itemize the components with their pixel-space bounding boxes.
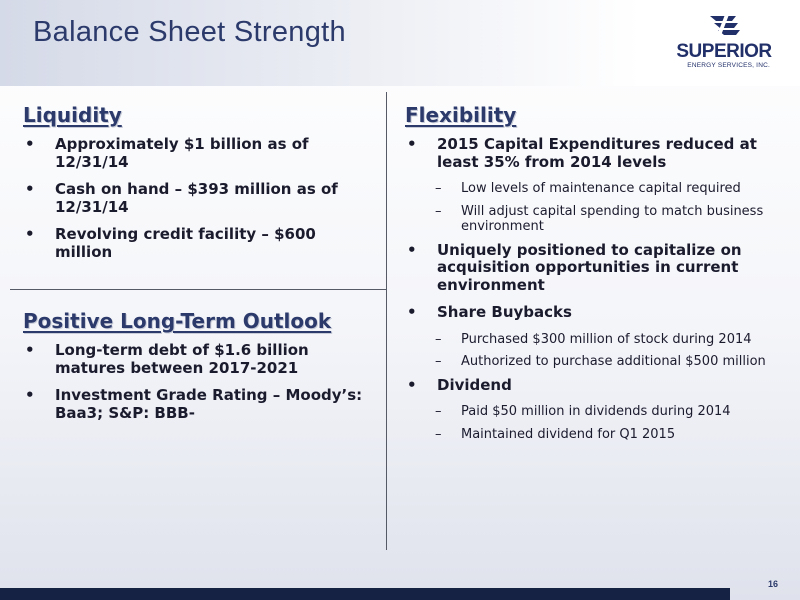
flexibility-bullet: • 2015 Capital Expenditures reduced at least 35% from 2014 levels <box>405 136 785 171</box>
outlook-bullet: • Long-term debt of $1.6 billion matures between 2017-2021 <box>23 342 373 377</box>
flexibility-sub-bullet: – Low levels of maintenance capital required <box>405 181 785 197</box>
liquidity-bullet: • Cash on hand – $393 million as of 12/31/14 <box>23 181 368 216</box>
logo-subtitle: ENERGY SERVICES, INC. <box>687 62 770 69</box>
company-logo <box>676 10 772 76</box>
flexibility-section <box>405 103 785 449</box>
flexibility-sub-bullet: – Will adjust capital spending to match business environment <box>405 204 785 235</box>
horizontal-divider <box>10 289 386 290</box>
outlook-heading: Positive Long-Term Outlook <box>23 309 332 333</box>
flexibility-sub-bullet: – Maintained dividend for Q1 2015 <box>405 427 785 443</box>
liquidity-heading: Liquidity <box>23 103 122 127</box>
flexibility-sub-bullet: – Authorized to purchase additional $500 million <box>405 354 785 370</box>
outlook-section <box>23 309 373 432</box>
flexibility-bullet: • Uniquely positioned to capitalize on acquisition opportunities in current environment <box>405 242 785 295</box>
footer-bar <box>0 588 730 600</box>
superior-logo-icon <box>706 10 742 40</box>
page-title: Balance Sheet Strength <box>33 16 346 48</box>
vertical-divider <box>386 92 387 550</box>
flexibility-bullet: • Share Buybacks <box>405 304 785 322</box>
liquidity-bullet: • Approximately $1 billion as of 12/31/14 <box>23 136 368 171</box>
flexibility-bullet: • Dividend <box>405 377 785 395</box>
header-band <box>0 0 800 86</box>
page-number: 16 <box>767 579 778 589</box>
liquidity-bullet: • Revolving credit facility – $600 million <box>23 226 368 261</box>
outlook-bullet: • Investment Grade Rating – Moody’s: Baa3; S&P: BBB- <box>23 387 373 422</box>
flexibility-sub-bullet: – Paid $50 million in dividends during 2014 <box>405 404 785 420</box>
flexibility-sub-bullet: – Purchased $300 million of stock during 2014 <box>405 332 785 348</box>
logo-name: SUPERIOR <box>676 41 772 62</box>
liquidity-section <box>23 103 368 271</box>
flexibility-heading: Flexibility <box>405 103 517 127</box>
